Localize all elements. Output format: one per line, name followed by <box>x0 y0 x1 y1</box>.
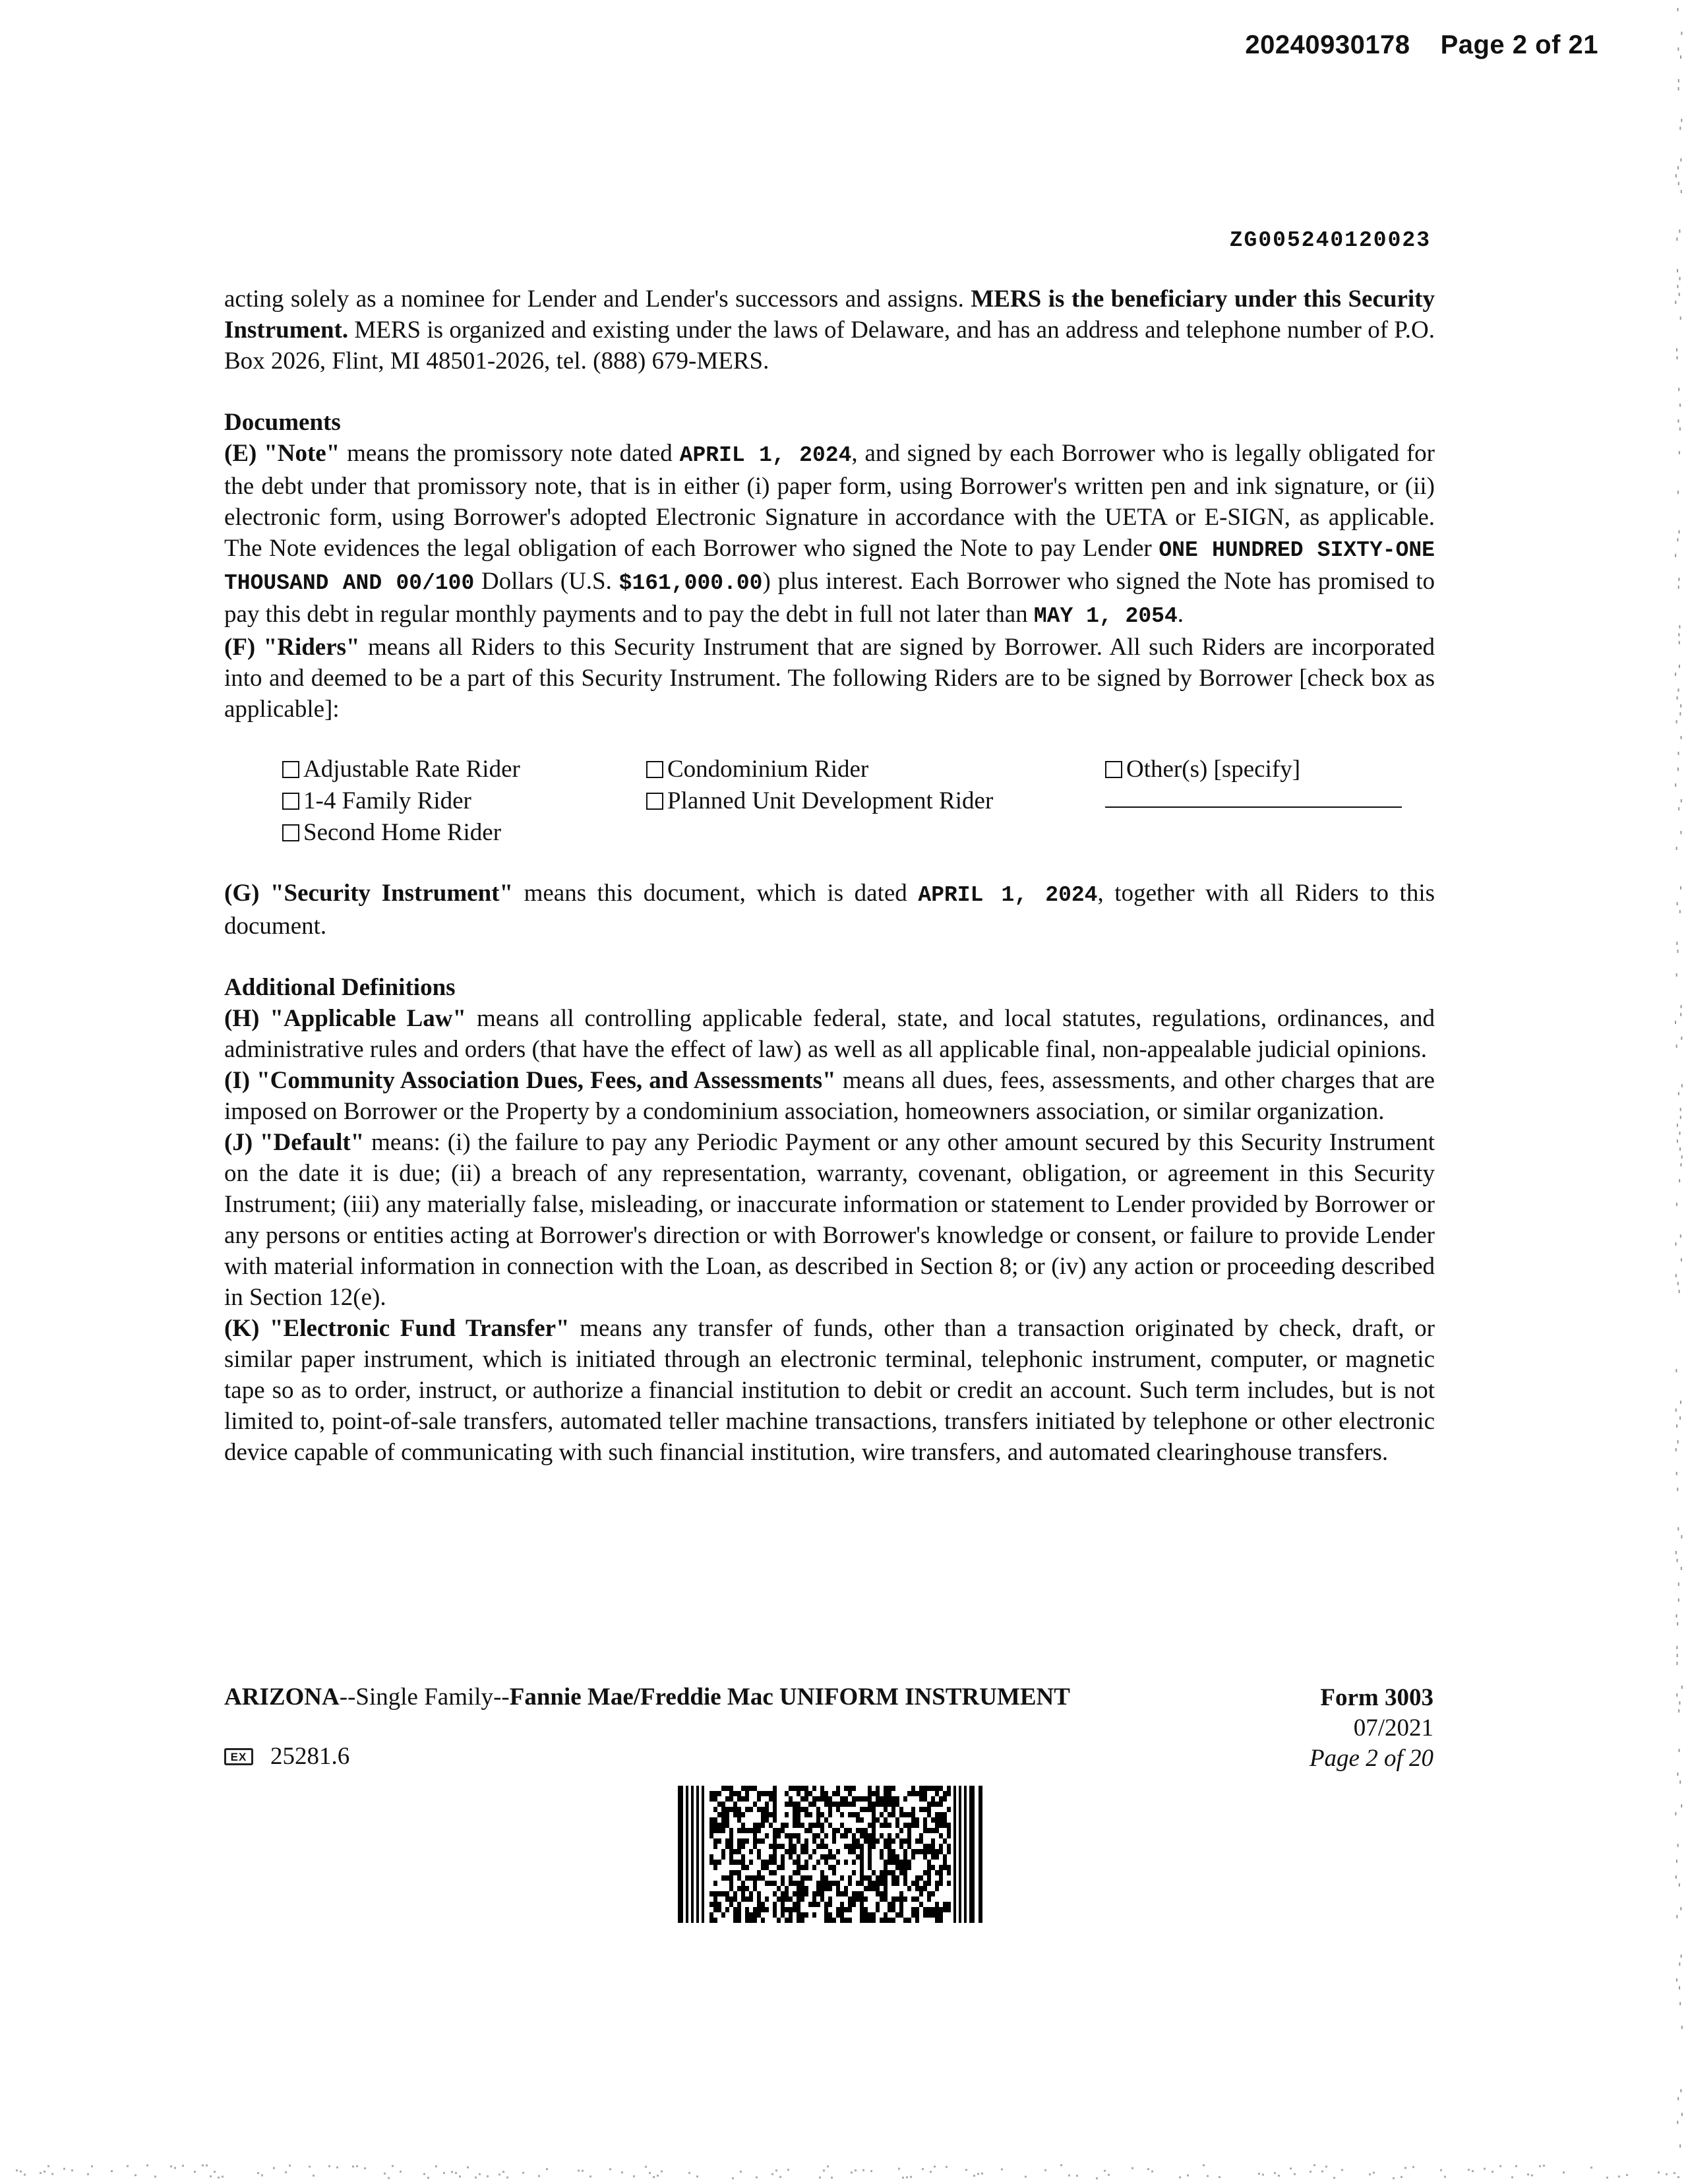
ex-logo-icon: EX <box>224 1748 253 1765</box>
checkbox[interactable] <box>646 793 663 810</box>
rider-planned-unit-development[interactable]: Planned Unit Development Rider <box>646 785 993 816</box>
instrument-date: APRIL 1, 2024 <box>918 883 1098 907</box>
specify-line <box>1105 806 1402 808</box>
definition-i-community-association: (I) "Community Association Dues, Fees, and Assessments" means all dues, fees, assessments, and other charges that are imposed on Borrower or the Property by a condominium association, homeowners association, or similar organization. <box>224 1067 1435 1125</box>
checkbox[interactable] <box>282 761 299 778</box>
intro-paragraph: acting solely as a nominee for Lender and Lender's successors and assigns. MERS is the beneficiary under this Security Instrument. MERS is organized and existing under the laws of Delaware, and has an address and telephone number of P.O. Box 2026, Flint, MI 48501-2026, tel. (888) 679-MERS. <box>224 286 1435 375</box>
definition-h-applicable-law: (H) "Applicable Law" means all controlling applicable federal, state, and local statutes, regulations, ordinances, and administrative rules and orders (that have the effect of law) as well as all applicable final, non-appealable judicial opinions. <box>224 1005 1435 1063</box>
record-number: 20240930178 <box>1245 30 1410 59</box>
rider-others[interactable]: Other(s) [specify] <box>1105 754 1300 785</box>
note-date: APRIL 1, 2024 <box>679 443 852 468</box>
form-date: 07/2021 <box>1353 1714 1433 1742</box>
document-id <box>224 1742 349 1771</box>
rider-condominium[interactable]: Condominium Rider <box>646 754 868 785</box>
checkbox[interactable] <box>282 793 299 810</box>
form-info <box>1310 1683 1433 1774</box>
document-body <box>224 284 1435 1468</box>
rider-adjustable-rate[interactable]: Adjustable Rate Rider <box>282 754 520 785</box>
recording-page-label: Page 2 of 21 <box>1440 30 1598 59</box>
riders-checklist <box>224 754 1435 853</box>
barcode-2d <box>678 1786 982 1923</box>
additional-definitions-heading: Additional Definitions <box>224 974 456 1001</box>
rider-second-home[interactable]: Second Home Rider <box>282 817 501 848</box>
loan-amount: $161,000.00 <box>618 571 763 595</box>
recording-header <box>1245 30 1598 60</box>
form-title: ARIZONA--Single Family--Fannie Mae/Freddie Mac UNIFORM INSTRUMENT <box>224 1684 1070 1711</box>
document-id-number: 25281.6 <box>270 1743 350 1770</box>
loan-number: ZG005240120023 <box>1229 228 1431 253</box>
maturity-date: MAY 1, 2054 <box>1033 604 1178 628</box>
rider-1-4-family[interactable]: 1-4 Family Rider <box>282 785 471 816</box>
documents-heading: Documents <box>224 409 341 436</box>
form-number: Form 3003 <box>1320 1684 1433 1711</box>
definition-e-note: (E) "Note" means the promissory note dated APRIL 1, 2024, and signed by each Borrower who is legally obligated for the debt under that promissory note, that is in either (i) paper form, using Borrower's written pen and ink signature, or (ii) electronic form, using Borrower's adopted Electronic Signature in accordance with the UETA or E-SIGN, as applicable. The Note evidences the legal obligation of each Borrower who signed the Note to pay Lender ONE HUNDRED SIXTY-ONE THOUSAND AND 00/100 Dollars (U.S. $161,000.00) plus interest. Each Borrower who signed the Note has promised to pay this debt in regular monthly payments and to pay the debt in full not later than MAY 1, 2054. <box>224 440 1435 628</box>
checkbox[interactable] <box>1105 761 1122 778</box>
form-page: Page 2 of 20 <box>1309 1745 1433 1772</box>
definition-f-riders: (F) "Riders" means all Riders to this Security Instrument that are signed by Borrower. All such Riders are incorporated into and deemed to be a part of this Security Instrument. The following Riders are to be signed by Borrower [check box as applicable]: <box>224 634 1435 723</box>
scan-bottom-noise <box>0 2158 1688 2184</box>
definition-j-default: (J) "Default" means: (i) the failure to pay any Periodic Payment or any other amount secured by this Security Instrument on the date it is due; (ii) a breach of any representation, warranty, covenant, obligation, or agreement in this Security Instrument; (iii) any materially false, misleading, or inaccurate information or statement to Lender provided by Borrower or any persons or entities acting at Borrower's direction or with Borrower's knowledge or consent, or failure to provide Lender with material information in connection with the Loan, as described in Section 8; or (iv) any action or proceeding described in Section 12(e). <box>224 1129 1435 1311</box>
loan-amount-words: ONE HUNDRED SIXTY-ONE THOUSAND AND 00/100 <box>224 538 1435 595</box>
definition-k-electronic-fund-transfer: (K) "Electronic Fund Transfer" means any transfer of funds, other than a transaction originated by check, draft, or similar paper instrument, which is initiated through an electronic terminal, telephonic instrument, computer, or magnetic tape so as to order, instruct, or authorize a financial institution to debit or credit an account. Such term includes, but is not limited to, point-of-sale transfers, automated teller machine transactions, transfers initiated by telephone or other electronic device capable of communicating with such financial institution, wire transfers, and automated clearinghouse transfers. <box>224 1315 1435 1466</box>
definition-g-security-instrument: (G) "Security Instrument" means this document, which is dated APRIL 1, 2024, together with all Riders to this document. <box>224 880 1435 940</box>
checkbox[interactable] <box>282 824 299 841</box>
scan-edge-marks <box>1662 0 1688 2184</box>
checkbox[interactable] <box>646 761 663 778</box>
